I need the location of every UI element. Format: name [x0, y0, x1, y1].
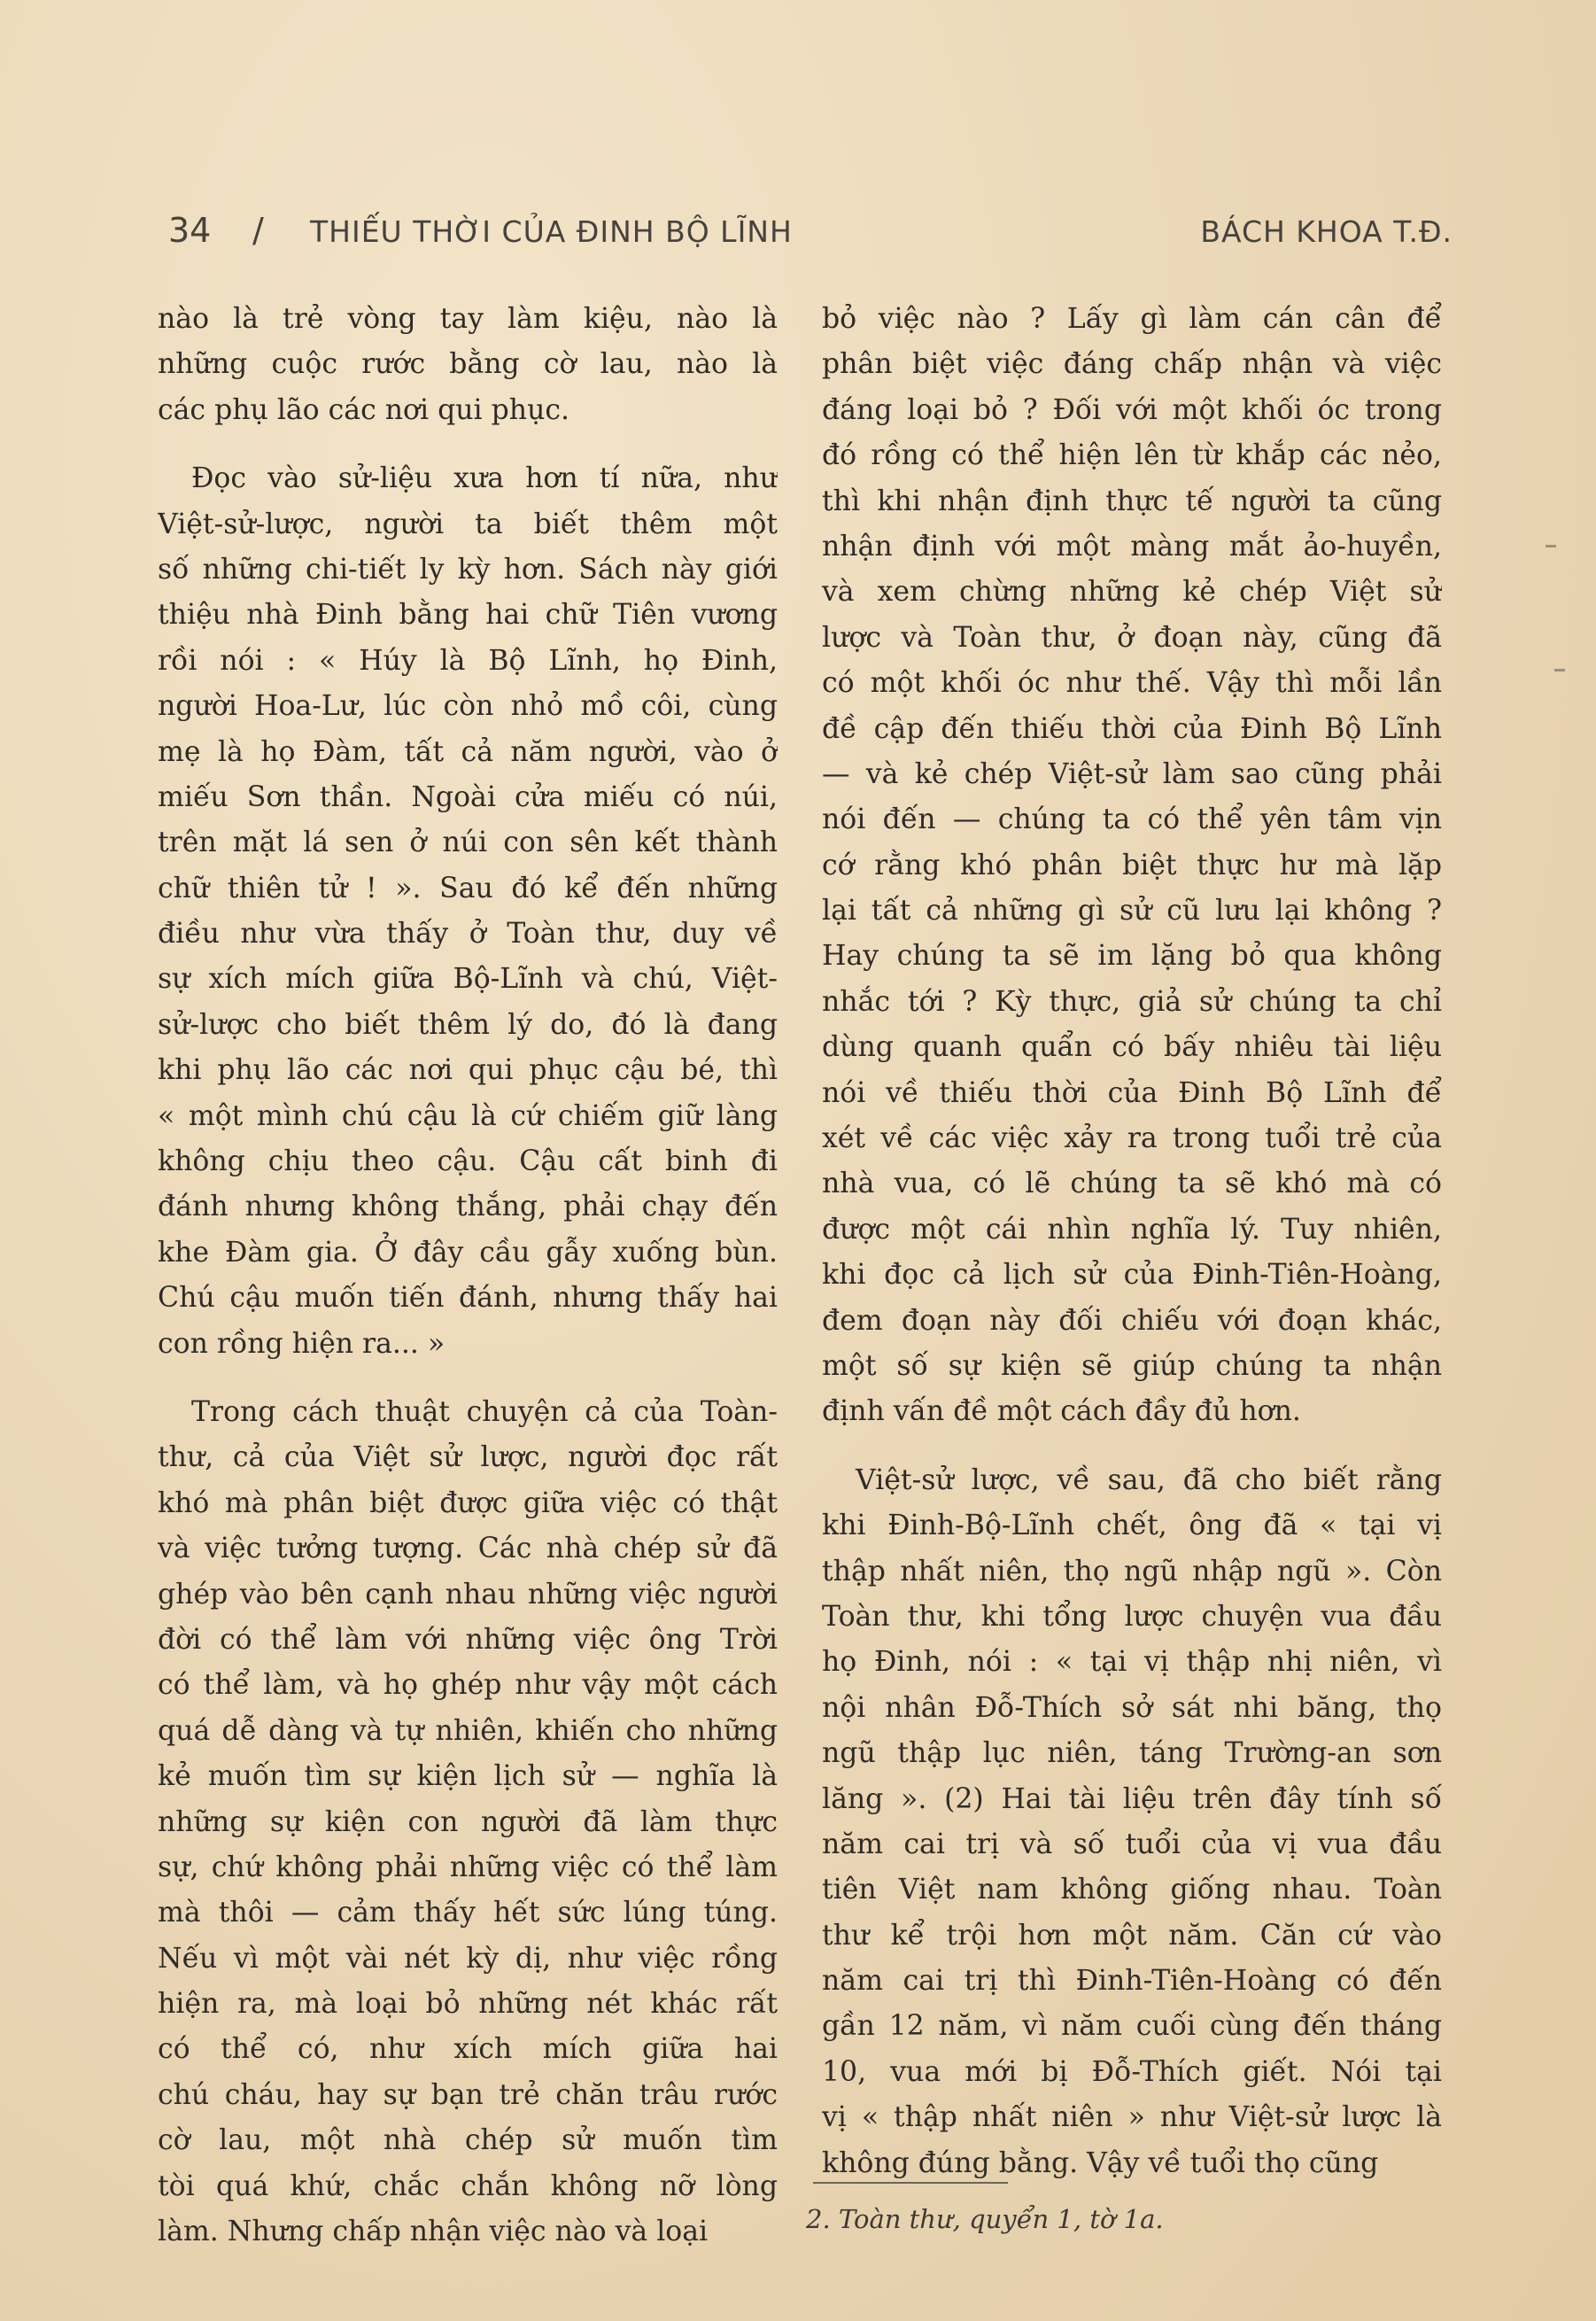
text-line: khi đọc cả lịch sử của Đinh-Tiên-Hoàng, — [822, 1259, 1442, 1292]
text-line: đề cập đến thiếu thời của Đinh Bộ Lĩnh — [822, 712, 1442, 745]
text-line: tòi quá khứ, chắc chắn không nỡ lòng — [158, 2170, 778, 2202]
text-line: chú cháu, hay sự bạn trẻ chăn trâu rước — [158, 2078, 778, 2111]
text-line: sử-lược cho biết thêm lý do, đó là đang — [158, 1008, 778, 1041]
text-line: lược và Toàn thư, ở đoạn này, cũng đã — [822, 621, 1442, 654]
text-line: những sự kiện con người đã làm thực — [158, 1805, 778, 1838]
text-line: nói về thiếu thời của Đinh Bộ Lĩnh để — [822, 1076, 1442, 1109]
text-line: thư kể trội hơn một năm. Căn cứ vào — [822, 1919, 1442, 1952]
text-line: năm cai trị thì Đinh-Tiên-Hoàng có đến — [822, 1965, 1442, 1998]
text-line: bỏ việc nào ? Lấy gì làm cán cân để — [822, 303, 1442, 335]
text-line: thì khi nhận định thực tế người ta cũng — [822, 485, 1442, 517]
text-line: con rồng hiện ra... » — [158, 1327, 445, 1360]
text-line: người Hoa-Lư, lúc còn nhỏ mồ côi, cùng — [158, 690, 778, 723]
text-line: — và kẻ chép Việt-sử làm sao cũng phải — [822, 757, 1442, 790]
text-line: trên mặt lá sen ở núi con sên kết thành — [158, 827, 778, 859]
text-line: đem đoạn này đối chiếu với đoạn khác, — [822, 1304, 1442, 1337]
paragraph-gap — [158, 1367, 778, 1390]
text-line: ghép vào bên cạnh nhau những việc người — [158, 1578, 778, 1611]
text-line: quá dễ dàng và tự nhiên, khiến cho những — [158, 1714, 778, 1747]
text-line: khó mà phân biệt được giữa việc có thật — [158, 1487, 778, 1519]
text-line: sự xích mích giữa Bộ-Lĩnh và chú, Việt- — [158, 963, 778, 996]
text-line: những cuộc rước bằng cờ lau, nào là — [158, 348, 778, 381]
right-text-column — [822, 297, 1442, 2186]
text-line: thư, cả của Việt sử lược, người đọc rất — [158, 1441, 778, 1474]
chapter-title: THIẾU THỜI CỦA ĐINH BỘ LĨNH — [310, 214, 793, 249]
text-line: lăng ». (2) Hai tài liệu trên đây tính số — [822, 1782, 1442, 1815]
text-line: số những chi-tiết ly kỳ hơn. Sách này giới — [158, 553, 778, 586]
text-line: miếu Sơn thần. Ngoài cửa miếu có núi, — [158, 780, 778, 813]
text-line: đáng loại bỏ ? Đối với một khối óc trong — [822, 393, 1442, 426]
text-line: khi Đinh-Bộ-Lĩnh chết, ông đã « tại vị — [822, 1510, 1442, 1542]
text-line: mẹ là họ Đàm, tất cả năm người, vào ở — [158, 735, 778, 768]
text-line: gần 12 năm, vì năm cuối cùng đến tháng — [822, 2010, 1442, 2043]
text-line: đó rồng có thể hiện lên từ khắp các nẻo, — [822, 439, 1442, 472]
text-line: năm cai trị và số tuổi của vị vua đầu — [822, 1828, 1442, 1860]
text-line: nói đến — chúng ta có thể yên tâm vịn — [822, 803, 1442, 836]
text-line: nào là trẻ vòng tay làm kiệu, nào là — [158, 303, 778, 335]
paragraph-gap — [158, 433, 778, 456]
text-line: cờ lau, một nhà chép sử muốn tìm — [158, 2124, 778, 2157]
text-line: « một mình chú cậu là cứ chiếm giữ làng — [158, 1099, 778, 1132]
text-line: đánh nhưng không thắng, phải chạy đến — [158, 1191, 778, 1223]
text-line: 10, vua mới bị Đỗ-Thích giết. Nói tại — [822, 2055, 1442, 2088]
text-line: phân biệt việc đáng chấp nhận và việc — [822, 348, 1442, 381]
text-line: các phụ lão các nơi qui phục. — [158, 393, 570, 426]
page-speck — [1554, 669, 1565, 671]
text-line: Toàn thư, khi tổng lược chuyện vua đầu — [822, 1600, 1442, 1633]
text-line: làm. Nhưng chấp nhận việc nào và loại — [158, 2216, 709, 2248]
text-line: họ Đinh, nói : « tại vị thập nhị niên, vì — [822, 1646, 1442, 1679]
footnote: 2. Toàn thư, quyển 1, tờ 1a. — [806, 2204, 1164, 2234]
text-line: hiện ra, mà loại bỏ những nét khác rất — [158, 1988, 778, 2021]
text-line: có thể làm, và họ ghép như vậy một cách — [158, 1669, 778, 1702]
text-line: Chú cậu muốn tiến đánh, nhưng thấy hai — [158, 1282, 778, 1315]
text-line: khe Đàm gia. Ở đây cầu gẫy xuống bùn. — [158, 1236, 778, 1269]
text-line: khi phụ lão các nơi qui phục cậu bé, thì — [158, 1054, 778, 1087]
header-separator: / — [252, 211, 264, 250]
text-line: chữ thiên tử ! ». Sau đó kể đến những — [158, 872, 778, 904]
text-line: sự, chứ không phải những việc có thể làm — [158, 1851, 778, 1883]
text-line: xét về các việc xảy ra trong tuổi trẻ của — [822, 1122, 1442, 1155]
text-line: không đúng bằng. Vậy về tuổi thọ cũng — [822, 2146, 1379, 2179]
text-line: một số sự kiện sẽ giúp chúng ta nhận — [822, 1349, 1442, 1382]
text-line: Việt-sử lược, về sau, đã cho biết rằng — [856, 1463, 1442, 1496]
text-line: Đọc vào sử-liệu xưa hơn tí nữa, như — [191, 462, 778, 495]
text-line: thập nhất niên, thọ ngũ nhập ngũ ». Còn — [822, 1555, 1442, 1587]
page-speck — [1546, 545, 1556, 547]
text-line: ngũ thập lục niên, táng Trường-an sơn — [822, 1737, 1442, 1770]
text-line: nhắc tới ? Kỳ thực, giả sử chúng ta chỉ — [822, 985, 1442, 1018]
text-line: lại tất cả những gì sử cũ lưu lại không ? — [822, 895, 1442, 928]
text-line: vị « thập nhất niên » như Việt-sử lược là — [822, 2101, 1442, 2134]
running-header — [168, 211, 1453, 255]
text-line: điều như vừa thấy ở Toàn thư, duy về — [158, 918, 778, 951]
text-line: Trong cách thuật chuyện cả của Toàn- — [191, 1395, 778, 1428]
publication-name: BÁCH KHOA T.Đ. — [1200, 214, 1453, 249]
text-line: rồi nói : « Húy là Bộ Lĩnh, họ Đinh, — [158, 644, 778, 677]
text-line: kẻ muốn tìm sự kiện lịch sử — nghĩa là — [158, 1760, 778, 1793]
text-line: Việt-sử-lược, người ta biết thêm một — [158, 508, 778, 540]
text-line: và việc tưởng tượng. Các nhà chép sử đã — [158, 1533, 778, 1565]
text-line: dùng quanh quẩn có bấy nhiêu tài liệu — [822, 1031, 1442, 1064]
text-line: thiệu nhà Đinh bằng hai chữ Tiên vương — [158, 599, 778, 632]
text-line: Nếu vì một vài nét kỳ dị, như việc rồng — [158, 1942, 778, 1975]
text-line: nội nhân Đỗ-Thích sở sát nhi băng, thọ — [822, 1691, 1442, 1724]
text-line: không chịu theo cậu. Cậu cất binh đi — [158, 1145, 778, 1178]
text-line: đời có thể làm với những việc ông Trời — [158, 1623, 778, 1656]
text-line: nhận định với một màng mắt ảo-huyền, — [822, 530, 1442, 563]
text-line: có thể có, như xích mích giữa hai — [158, 2033, 778, 2066]
text-line: có một khối óc như thế. Vậy thì mỗi lần — [822, 667, 1442, 700]
footnote-divider — [813, 2182, 1008, 2184]
text-line: định vấn đề một cách đầy đủ hơn. — [822, 1395, 1301, 1428]
text-line: được một cái nhìn nghĩa lý. Tuy nhiên, — [822, 1213, 1442, 1246]
paragraph-gap — [822, 1435, 1442, 1458]
page-number: 34 — [168, 211, 212, 250]
text-line: tiên Việt nam không giống nhau. Toàn — [822, 1874, 1442, 1906]
text-line: và xem chừng những kẻ chép Việt sử — [822, 576, 1442, 609]
left-text-column — [158, 297, 778, 2255]
text-line: mà thôi — cảm thấy hết sức lúng túng. — [158, 1897, 778, 1929]
text-line: Hay chúng ta sẽ im lặng bỏ qua không — [822, 940, 1442, 973]
text-line: cớ rằng khó phân biệt thực hư mà lặp — [822, 849, 1442, 881]
text-line: nhà vua, có lẽ chúng ta sẽ khó mà có — [822, 1168, 1442, 1200]
